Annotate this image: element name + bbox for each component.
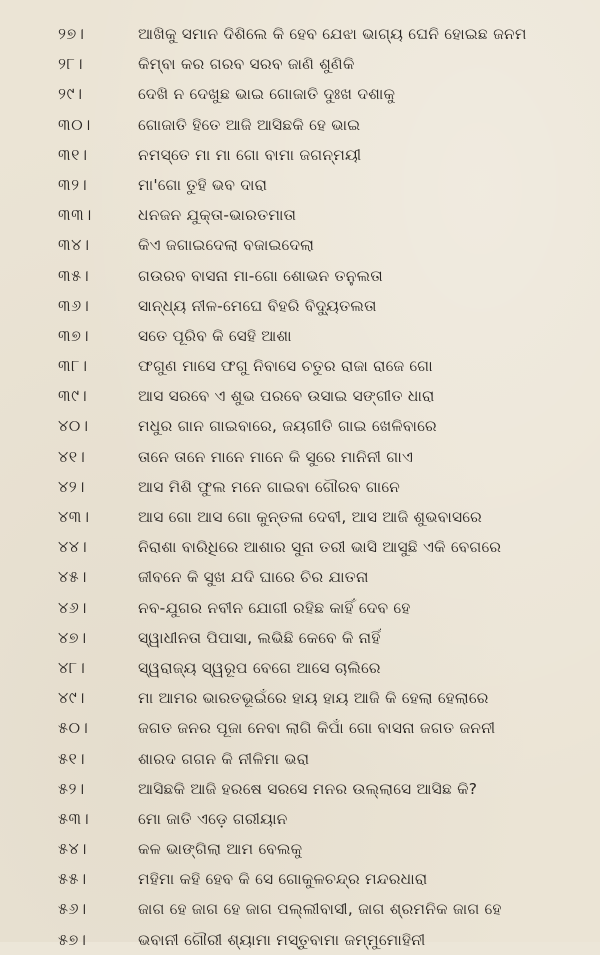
item-number: ୩୫। xyxy=(58,265,90,285)
item-number: ୩୮। xyxy=(58,356,88,376)
item-number: ୪୩। xyxy=(58,507,90,526)
list-item xyxy=(0,170,600,200)
list-item xyxy=(0,291,600,321)
item-number: ୪୧। xyxy=(58,446,86,466)
list-item xyxy=(0,562,600,592)
list-item xyxy=(0,774,600,804)
list-item xyxy=(0,261,600,291)
item-number: ୩୨। xyxy=(58,174,88,194)
item-title: ସ୍ୱାଧୀନତା ପିପାସା, ଲଭିଛି କେବେ କି ନାହିଁ xyxy=(138,628,381,647)
item-number: ୪୦। xyxy=(58,416,89,436)
list-item xyxy=(0,140,600,170)
item-title: ନବ-ଯୁଗର ନବୀନ ଯୋଗୀ ରହିଛ କାହିଁ ଦେବ ହେ xyxy=(138,598,411,617)
list-item xyxy=(0,502,600,532)
list-item xyxy=(0,442,600,472)
list-item xyxy=(0,381,600,411)
list-item xyxy=(0,653,600,683)
list-item xyxy=(0,683,600,713)
item-number: ୫୦। xyxy=(58,718,89,738)
list-item xyxy=(0,623,600,653)
item-number: ୫୫। xyxy=(58,869,87,889)
item-title: ଆସିଛକି ଆଜି ହରଷେ ସରସେ ମନର ଉଲ୍ଲାସେ ଆସିଛ କି? xyxy=(138,779,478,798)
list-item xyxy=(0,804,600,834)
list-item xyxy=(0,834,600,864)
list-item xyxy=(0,894,600,924)
list-item xyxy=(0,411,600,441)
item-number: ୩୦। xyxy=(58,114,91,134)
item-title: ଗଉରବ ବାସନା ମା-ଗୋ ଶୋଭନ ତନୁଲତା xyxy=(138,266,383,285)
item-number: ୪୪। xyxy=(58,537,88,557)
item-number: ୫୨। xyxy=(58,778,85,798)
item-number: ୫୩। xyxy=(58,808,90,828)
list-item xyxy=(0,593,600,623)
item-title: ସତେ ପୂରିବ କି ସେହି ଆଶା xyxy=(138,326,292,345)
item-number: ୫୪। xyxy=(58,839,87,859)
item-number: ୨୮। xyxy=(58,54,84,74)
item-title: ନମସ୍ତେ ମା ମା ଗୋ ବାମା ଜଗନ୍ମୟୀ xyxy=(138,145,362,164)
item-title: ମଧୁର ଗାନ ଗାଇବାରେ, ଜୟଗୀତି ଗାଇ ଖେଳିବାରେ xyxy=(138,417,437,436)
item-title: ମୋ ଜାତି ଏଡ଼େ ଗରୀୟାନ xyxy=(138,809,288,828)
item-title: ଶାରଦ ଗଗନ କି ନୀଳିମା ଭରା xyxy=(138,749,310,768)
list-item xyxy=(0,110,600,140)
item-title: କିଏ ଜଗାଇଦେଲା ବଜାଇଦେଲା xyxy=(138,236,315,255)
item-title: ଜାଗ ହେ ଜାଗ ହେ ଜାଗ ପଲ୍ଲୀବାସୀ, ଜାଗ ଶ୍ରମନିକ ଜାଗ ହେ xyxy=(138,900,502,919)
item-title: ଜଗତ ଜନର ପୂଜା ନେବା ଲାଗି କିପାଁ ଗୋ ବାସନା ଜଗତ ଜନନୀ xyxy=(138,719,496,738)
list-item xyxy=(0,713,600,743)
item-title: ଆସ ମିଶି ଫୁଲ ମନେ ଗାଇବା ଗୌରବ ଗାନେ xyxy=(138,477,401,496)
list-item xyxy=(0,864,600,894)
list-item xyxy=(0,744,600,774)
list-item xyxy=(0,532,600,562)
item-title: ଆସ ଗୋ ଆସ ଗୋ କୁନ୍ତଳା ଦେବୀ, ଆସ ଆଜି ଶୁଭବାସରେ xyxy=(138,508,482,526)
item-title: ଫଗୁଣ ମାସେ ଫଗୁ ନିବାସେ ଚତୁର ରାଜା ରାଜେ ଗୋ xyxy=(138,357,433,376)
item-number: ୩୭। xyxy=(58,325,90,345)
item-number: ୫୬। xyxy=(58,899,87,919)
item-number: ୪୫। xyxy=(58,567,87,587)
item-title: ନିରାଶା ବାରିଧିରେ ଆଶାର ସୁନା ତରୀ ଭାସି ଆସୁଛି ଏକି ବେଗରେ xyxy=(138,538,502,557)
item-number: ୪୬। xyxy=(58,597,88,617)
item-title: ତାନେ ତାନେ ମାନେ ମାନେ କି ସୁରେ ମାନିନୀ ଗାଏ xyxy=(138,447,414,466)
item-title: ଭବାନୀ ଗୌରୀ ଶ୍ୟାମା ମସ୍ତୁବାମା ଜମ୍ମୁମୋହିନୀ xyxy=(138,930,426,949)
list-item xyxy=(0,472,600,502)
item-title: ଜୀବନେ କି ସୁଖ ଯଦି ଘାରେ ଚିର ଯାତନା xyxy=(138,568,369,587)
list-item xyxy=(0,19,600,49)
item-title: ଦେଖି ନ ଦେଖୁଛ ଭାଇ ଗୋଜାତି ଦୁଃଖ ଦଶାକୁ xyxy=(138,85,396,104)
list-item xyxy=(0,230,600,260)
song-index-list xyxy=(0,19,600,955)
item-title: କଳ ଭାଙ୍ଗିଲା ଆମ ବେଲକୁ xyxy=(138,840,303,859)
item-title: ସାନ୍ଧ୍ୟ ନୀଳ-ମେଘେ ବିହରି ବିଦ୍ୟୁତଲତା xyxy=(138,296,377,315)
item-number: ୪୭। xyxy=(58,627,87,647)
item-number: ୨୭। xyxy=(58,24,85,43)
item-number: ୪୨। xyxy=(58,476,85,496)
item-number: ୩୧। xyxy=(58,144,88,164)
item-title: ଆସ ସରବେ ଏ ଶୁଭ ପରବେ ଉସାଇ ସଙ୍ଗୀତ ଧାରା xyxy=(138,387,435,406)
item-number: ୩୩। xyxy=(58,205,92,225)
item-number: ୪୯। xyxy=(58,688,85,708)
item-number: ୩୪। xyxy=(58,235,90,255)
item-title: ସ୍ୱରାଜ୍ୟ ସ୍ୱରୂପ ବେଗେ ଆସେ ଚାଲିରେ xyxy=(138,658,381,677)
list-item xyxy=(0,925,600,955)
item-number: ୫୧। xyxy=(58,748,86,768)
item-number: ୨୯। xyxy=(58,84,83,104)
list-item xyxy=(0,49,600,79)
item-number: ୩୬। xyxy=(58,295,90,315)
item-number: ୪୮। xyxy=(58,657,86,677)
item-title: କିମ୍ବା କର ଗରବ ସରବ ଜାଣି ଶୁଣିକି xyxy=(138,55,355,74)
list-item xyxy=(0,351,600,381)
item-title: ଧନଜନ ଯୁକ୍ତା-ଭାରତମାତା xyxy=(138,206,297,225)
item-title: ଗୋଜାତି ହିତେ ଆଜି ଆସିଛକି ହେ ଭାଇ xyxy=(138,115,361,134)
item-title: ମହିମା କହି ହେବ କି ସେ ଗୋକୁଳଚନ୍ଦ୍ର ମନ୍ଦରଧାରା xyxy=(138,870,428,889)
list-item xyxy=(0,79,600,109)
item-title: ମା ଆମର ଭାରତଭୂଇଁରେ ହାୟ ହାୟ ଆଜି କି ହେଲା ହେଲାରେ xyxy=(138,689,489,708)
item-number: ୩୯। xyxy=(58,386,88,406)
item-number: ୫୭। xyxy=(58,929,87,949)
list-item xyxy=(0,321,600,351)
item-title: ଆଖିକୁ ସମାନ ଦିଶିଲେ କି ହେବ ଯେଝା ଭାଗ୍ୟ ଘେନି ହୋଇଛ ଜନମ xyxy=(138,25,527,43)
item-title: ମା'ଗୋ ତୁହି ଭବ ଦାରା xyxy=(138,175,268,194)
list-item xyxy=(0,200,600,230)
